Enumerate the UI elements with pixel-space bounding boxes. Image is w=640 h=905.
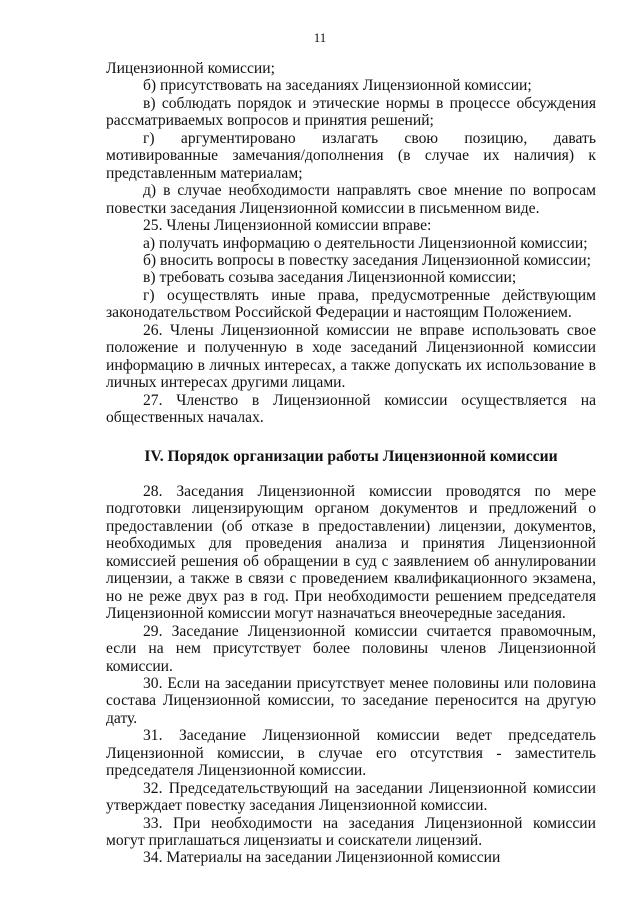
paragraph-27: 27. Членство в Лицензионной комиссии осуществляется на общественных началах. [106,391,596,427]
paragraph-duty-d: д) в случае необходимости направлять свое мнение по вопросам повестки заседания Лицензионной комиссии в письменном виде. [106,182,596,217]
paragraph-30: 30. Если на заседании присутствует менее половины или половина состава Лицензионной комиссии, то заседание переносится на другую дату. [106,674,596,727]
paragraph-continuation: Лицензионной комиссии; [106,60,275,77]
paragraph-26: 26. Члены Лицензионной комиссии не вправе использовать свое положение и полученную в ходе заседаний Лицензионной комиссии информацию в личных интересах, а также допускать их использование в личных интересах другими лицами. [106,321,596,392]
paragraph-right-g: г) осуществлять иные права, предусмотренные действующим законодательством Российской Федерации и настоящим Положением. [106,286,596,322]
page-number: 11 [313,30,327,45]
paragraph-29: 29. Заседание Лицензионной комиссии считается правомочным, если на нем присутствует более половины членов Лицензионной комиссии. [106,622,596,675]
section-heading: IV. Порядок организации работы Лицензионной комиссии [144,447,558,465]
paragraph-31: 31. Заседание Лицензионной комиссии ведет председатель Лицензионной комиссии, в случае его отсутствия - заместитель председателя Лицензионной комиссии. [106,727,596,780]
paragraph-right-a: а) получать информацию о деятельности Лицензионной комиссии; [143,234,588,252]
paragraph-28: 28. Заседания Лицензионной комиссии проводятся по мере подготовки лицензирующим органом документов и предложений о предоставлении (об отказе в предоставлении) лицензии, документов, необходимых для проведения анализа и принятия Лицензионной комиссией решения об обращении в суд с заявлением об аннулировании лицензии, а также в связи с проведением квалификационного экзамена, но не реже двух раз в год. При необходимости решением председателя Лицензионной комиссии могут назначаться внеочередные заседания. [106,482,596,623]
paragraph-duty-b: б) присутствовать на заседаниях Лицензионной комиссии; [143,77,532,95]
paragraph-duty-v: в) соблюдать порядок и этические нормы в процессе обсуждения рассматриваемых вопросов и принятия решений; [106,94,596,130]
paragraph-25: 25. Члены Лицензионной комиссии вправе: [143,217,432,235]
paragraph-right-v: в) требовать созыва заседания Лицензионной комиссии; [143,269,517,287]
document-body [106,60,596,867]
paragraph-34: 34. Материалы на заседании Лицензионной комиссии [143,849,501,867]
paragraph-32: 32. Председательствующий на заседании Лицензионной комиссии утверждает повестку заседания Лицензионной комиссии. [106,779,596,815]
paragraph-duty-g: г) аргументировано излагать свою позицию, давать мотивированные замечания/дополнения (в случае их наличия) к представленным материалам; [106,129,596,182]
paragraph-33: 33. При необходимости на заседания Лицензионной комиссии могут приглашаться лицензиаты и соискатели лицензий. [106,814,596,850]
paragraph-right-b: б) вносить вопросы в повестку заседания Лицензионной комиссии; [143,251,591,269]
